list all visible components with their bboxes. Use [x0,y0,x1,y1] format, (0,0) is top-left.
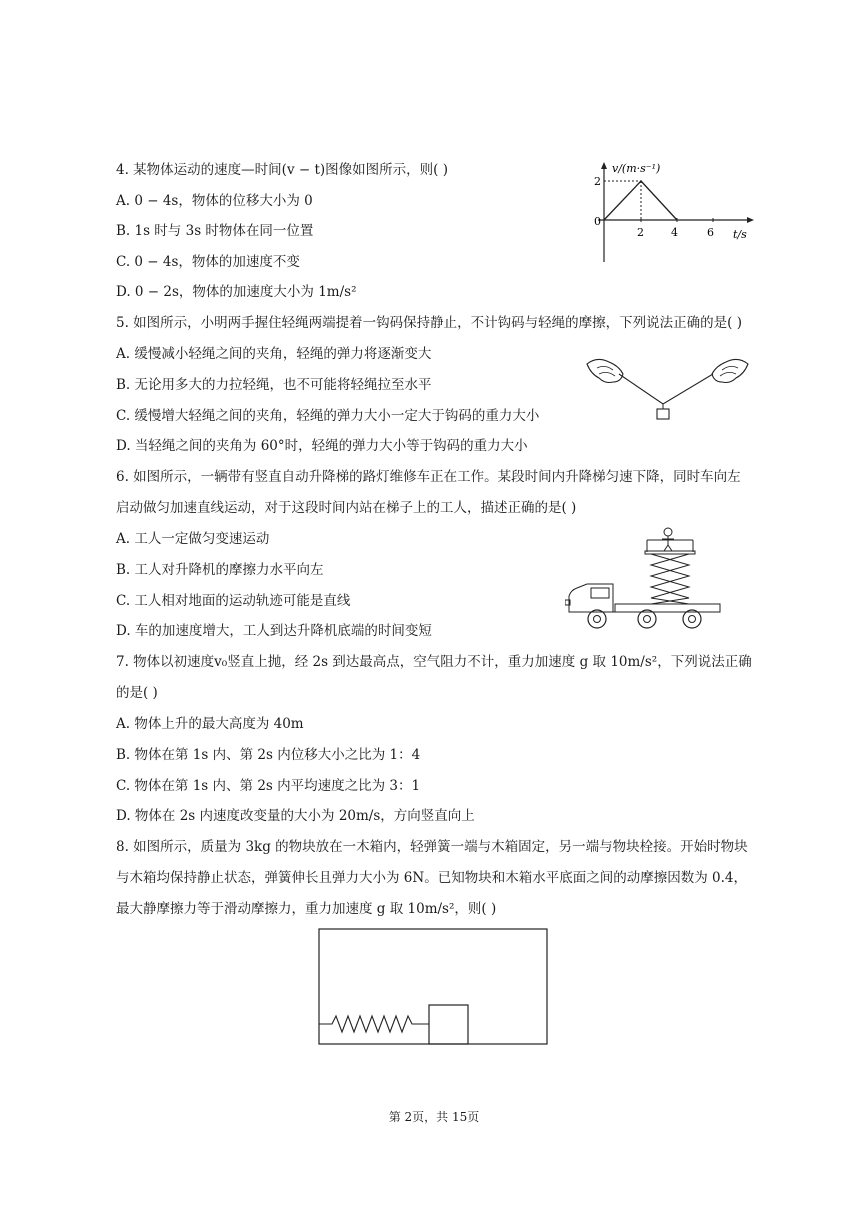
q7-option-c: C. 物体在第 1s 内、第 2s 内平均速度之比为 3：1 [116,778,421,794]
q6-option-d: D. 车的加速度增大，工人到达升降机底端的时间变短 [116,623,432,639]
q7-stem-line-2: 的是( ) [116,685,158,701]
spring-box-figure [318,928,550,1048]
wooden-box [319,929,547,1044]
q4-option-a: A. 0 − 4s，物体的位移大小为 0 [116,193,313,209]
q5-option-a: A. 缓慢减小轻绳之间的夹角，轻绳的弹力将逐渐变大 [116,346,432,362]
spring [319,1016,429,1032]
q4-stem: 4. 某物体运动的速度—时间(v − t)图像如图所示，则( ) [116,162,448,178]
q6-option-b: B. 工人对升降机的摩擦力水平向左 [116,562,324,578]
q8-stem-line-1: 8. 如图所示，质量为 3kg 的物块放在一木箱内，轻弹簧一端与木箱固定，另一端与物块栓接。开始时物块 [116,839,748,855]
q5-option-d: D. 当轻绳之间的夹角为 60°时，轻绳的弹力大小等于钩码的重力大小 [116,438,528,454]
rear-wheel [683,610,701,628]
x-tick-2: 2 [637,226,644,239]
lift-truck-figure [565,526,725,632]
q7-option-a: A. 物体上升的最大高度为 40m [116,716,304,732]
q5-option-c: C. 缓慢增大轻绳之间的夹角，轻绳的弹力大小一定大于钩码的重力大小 [116,408,540,424]
q4-option-b: B. 1s 时与 3s 时物体在同一位置 [116,223,314,239]
truck-bed [615,604,720,612]
q8-stem-line-2: 与木箱均保持静止状态，弹簧伸长且弹力大小为 6N。已知物块和木箱水平底面之间的动摩擦因数为 0.4， [116,870,747,886]
q6-stem-line-1: 6. 如图所示，一辆带有竖直自动升降梯的路灯维修车正在工作。某段时间内升降梯匀速下降，同时车向左 [116,469,741,485]
middle-wheel [638,610,656,628]
q6-option-a: A. 工人一定做匀变速运动 [116,531,270,547]
q4-option-d: D. 0 − 2s，物体的加速度大小为 1m/s² [116,284,357,300]
right-hand-icon [712,359,748,382]
q7-option-b: B. 物体在第 1s 内、第 2s 内位移大小之比为 1：4 [116,747,421,763]
weight-block [657,409,669,419]
q6-stem-line-2: 启动做匀加速直线运动，对于这段时间内站在梯子上的工人，描述正确的是( ) [116,500,577,516]
x-axis-label: t/s [733,228,747,241]
q5-option-b: B. 无论用多大的力拉轻绳，也不可能将轻绳拉至水平 [116,377,432,393]
q5-stem: 5. 如图所示，小明两手握住轻绳两端提着一钩码保持静止，不计钩码与轻绳的摩擦，下列说法正确的是( ) [116,315,742,331]
page-footer: 第 2页，共 15页 [388,1110,480,1124]
front-wheel [588,610,606,628]
cab-window [591,588,609,598]
hands-rope-figure [585,354,750,424]
block [429,1005,468,1044]
q8-stem-line-3: 最大静摩擦力等于滑动摩擦力，重力加速度 g 取 10m/s²，则( ) [116,901,497,917]
y-axis-arrow [601,162,607,169]
worker-head [664,528,672,536]
y-tick-2: 2 [594,175,601,188]
q7-option-d: D. 物体在 2s 内速度改变量的大小为 20m/s，方向竖直向上 [116,808,475,824]
x-tick-6: 6 [707,226,714,239]
left-hand-icon [587,359,623,382]
lift-platform [645,551,695,554]
x-tick-4: 4 [671,226,678,239]
q7-stem-line-1: 7. 物体以初速度v₀竖直上抛，经 2s 到达最高点，空气阻力不计，重力加速度 g 取 10m/s²，下列说法正确 [116,654,752,670]
x-axis-arrow [747,217,754,223]
q4-option-c: C. 0 − 4s，物体的加速度不变 [116,254,300,270]
y-axis-label: v/(m·s⁻¹) [612,162,661,175]
q6-option-c: C. 工人相对地面的运动轨迹可能是直线 [116,593,351,609]
y-tick-0: 0 [594,215,601,228]
vt-graph-figure [590,160,760,265]
rope [619,374,713,404]
